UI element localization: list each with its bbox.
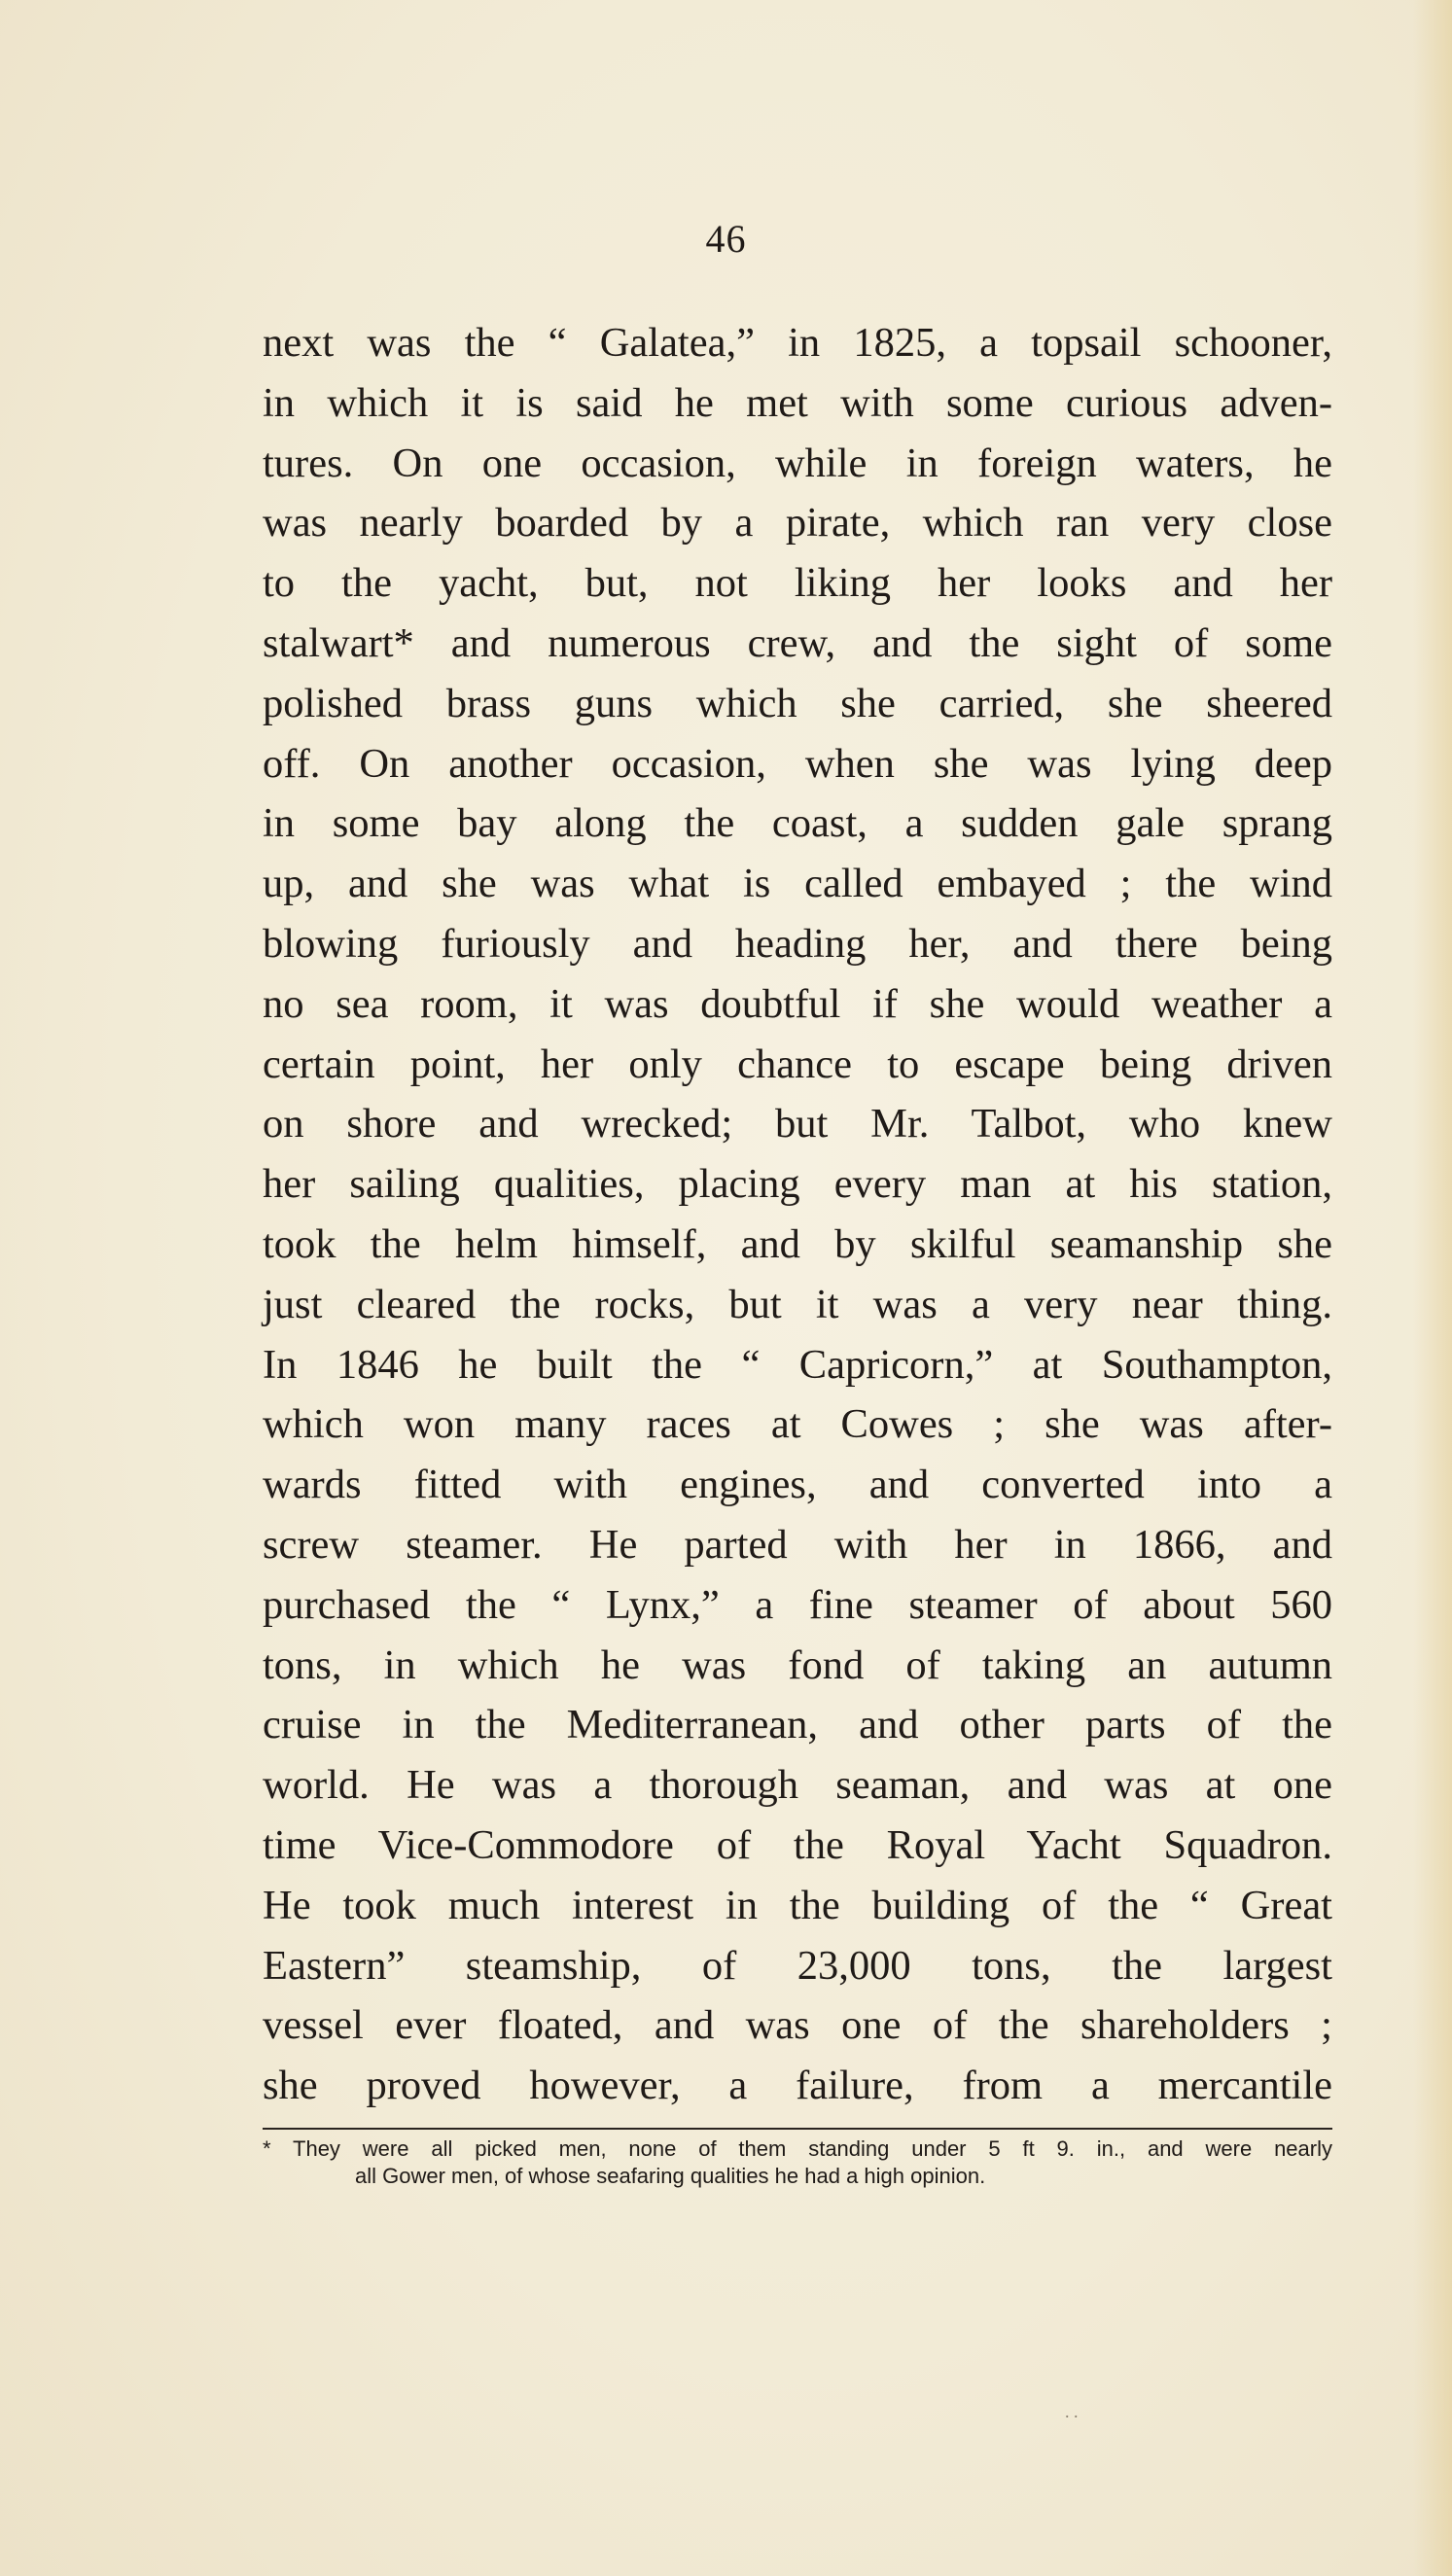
text-line: no sea room, it was doubtful if she would weather a [263, 980, 1332, 1027]
footnote-line-2: all Gower men, of whose seafaring qualities he had a high opinion. [355, 2164, 986, 2188]
text-line: which won many races at Cowes ; she was after- [263, 1401, 1332, 1448]
text-line: her sailing qualities, placing every man at his station, [263, 1161, 1332, 1208]
text-line: in which it is said he met with some curious adven- [263, 379, 1332, 426]
text-line: wards fitted with engines, and converted into a [263, 1462, 1332, 1508]
text-line: purchased the “ Lynx,” a fine steamer of about 560 [263, 1581, 1332, 1628]
text-line: stalwart* and numerous crew, and the sight of some [263, 619, 1332, 666]
text-line: time Vice-Commodore of the Royal Yacht Squadron. [263, 1821, 1332, 1868]
text-line: next was the “ Galatea,” in 1825, a topsail schooner, [263, 320, 1332, 366]
text-line: certain point, her only chance to escape being driven [263, 1041, 1332, 1087]
page-number: 46 [705, 217, 747, 261]
text-line: screw steamer. He parted with her in 1866, and [263, 1521, 1332, 1568]
text-line: on shore and wrecked; but Mr. Talbot, who knew [263, 1101, 1332, 1147]
footnote-line-1: * They were all picked men, none of them standing under 5 ft 9. in., and were nearly [263, 2136, 1332, 2161]
text-line: vessel ever floated, and was one of the shareholders ; [263, 2002, 1332, 2049]
text-line: polished brass guns which she carried, she sheered [263, 680, 1332, 726]
text-line: He took much interest in the building of the “ Great [263, 1882, 1332, 1928]
footnote-rule [263, 2128, 1332, 2130]
page-edge-shading [1413, 0, 1452, 2576]
text-line: world. He was a thorough seaman, and was at one [263, 1762, 1332, 1809]
text-line: in some bay along the coast, a sudden gale sprang [263, 800, 1332, 847]
text-line: off. On another occasion, when she was lying deep [263, 740, 1332, 787]
text-line: just cleared the rocks, but it was a very near thing. [263, 1281, 1332, 1327]
text-line: took the helm himself, and by skilful seamanship she [263, 1220, 1332, 1267]
footnote [263, 2135, 1332, 2190]
text-line: to the yacht, but, not liking her looks and her [263, 560, 1332, 607]
text-line: In 1846 he built the “ Capricorn,” at Southampton, [263, 1341, 1332, 1388]
body-text [263, 313, 1332, 2116]
stray-dots: . . [1065, 2402, 1079, 2421]
text-line: blowing furiously and heading her, and there being [263, 920, 1332, 967]
text-line: tons, in which he was fond of taking an autumn [263, 1641, 1332, 1688]
text-line: was nearly boarded by a pirate, which ran very close [263, 500, 1332, 547]
text-line: Eastern” steamship, of 23,000 tons, the largest [263, 1942, 1332, 1989]
text-line: cruise in the Mediterranean, and other parts of the [263, 1702, 1332, 1748]
text-line: tures. On one occasion, while in foreign waters, he [263, 440, 1332, 486]
text-line: she proved however, a failure, from a mercantile [263, 2063, 1332, 2109]
text-line: up, and she was what is called embayed ; the wind [263, 861, 1332, 907]
